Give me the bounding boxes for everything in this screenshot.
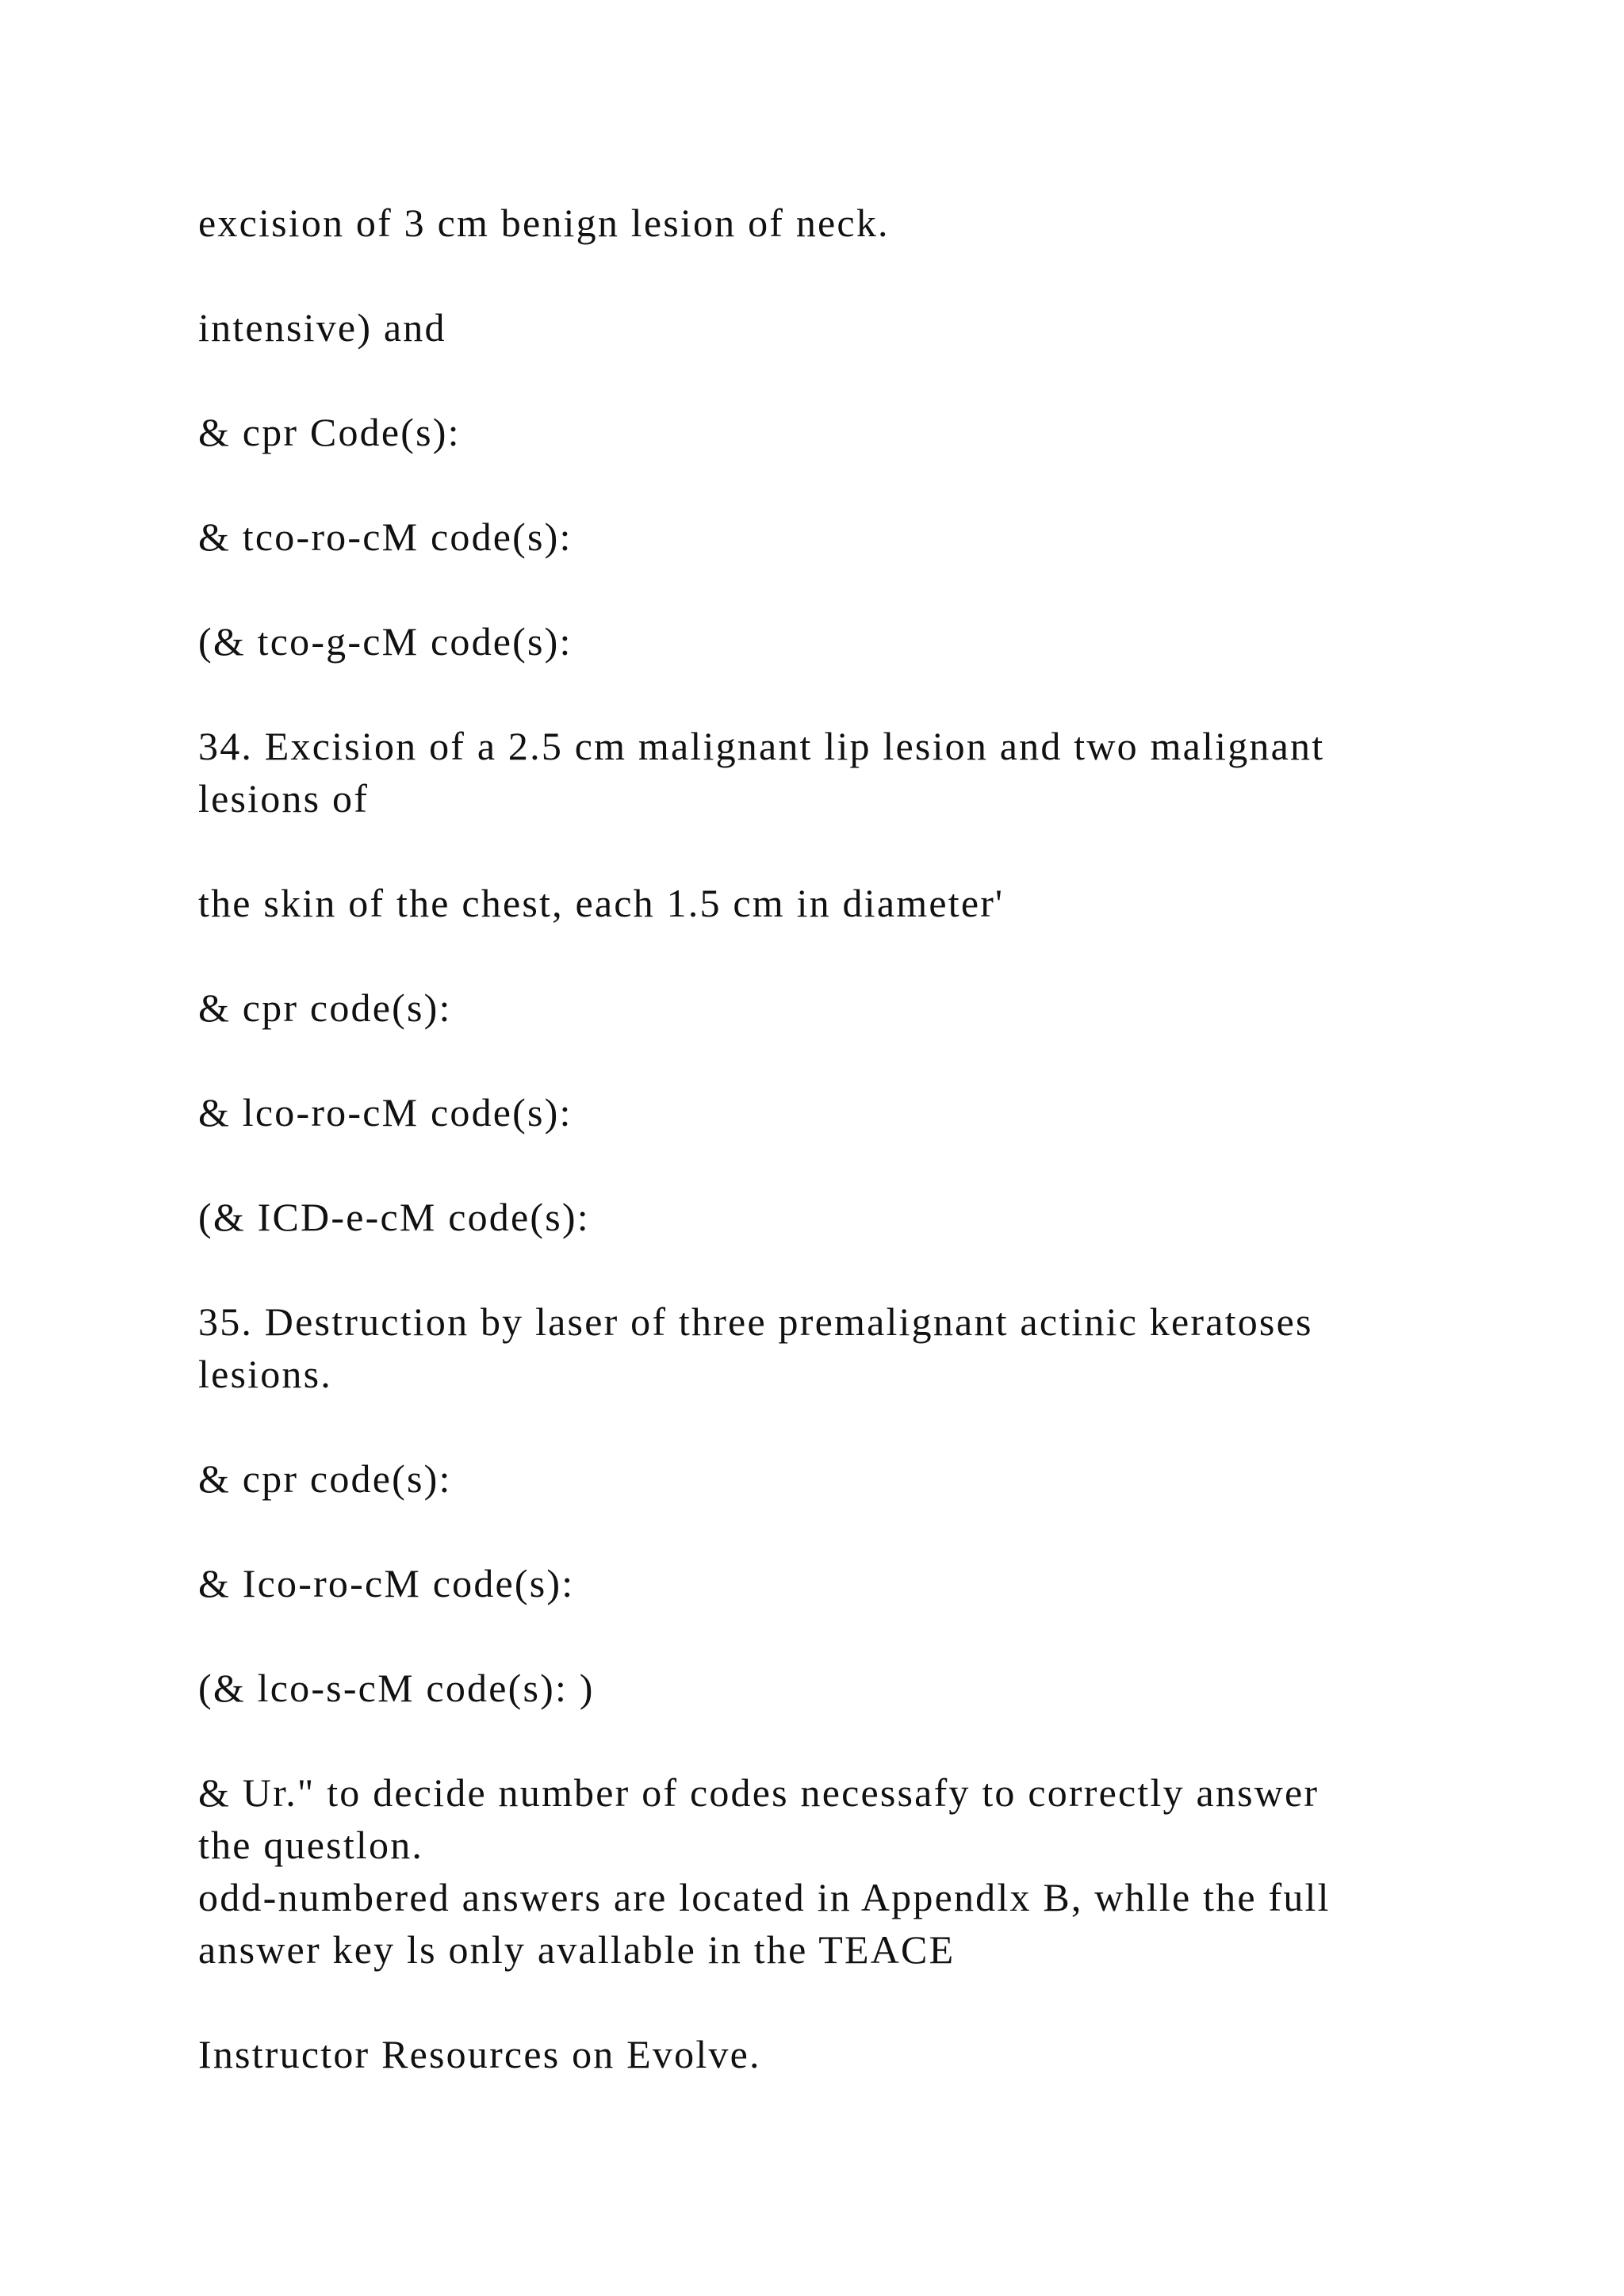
question-34-line-1: 34. Excision of a 2.5 cm malignant lip lesion and two malignant (198, 724, 1325, 768)
note-line: odd-numbered answers are located in Appendlx B, whlle the full (198, 1875, 1331, 1919)
note-line: Instructor Resources on Evolve. (198, 2032, 761, 2076)
text-line: & Ico-ro-cM code(s): (198, 1561, 575, 1605)
note-line: answer key ls only avallable in the TEACE (198, 1927, 956, 1972)
text-line: & cpr Code(s): (198, 410, 461, 454)
text-line: & tco-ro-cM code(s): (198, 515, 573, 559)
text-line: & cpr code(s): (198, 985, 452, 1030)
text-line: (& ICD-e-cM code(s): (198, 1195, 590, 1239)
text-line: & cpr code(s): (198, 1456, 452, 1501)
question-35-line-2: lesions. (198, 1352, 332, 1396)
text-line: & lco-ro-cM code(s): (198, 1090, 573, 1135)
question-34-line-2: lesions of (198, 776, 370, 821)
text-line: excision of 3 cm benign lesion of neck. (198, 201, 890, 245)
text-line: (& tco-g-cM code(s): (198, 619, 573, 664)
text-line: (& lco-s-cM code(s): ) (198, 1666, 595, 1710)
note-line: the questlon. (198, 1823, 424, 1867)
text-line: intensive) and (198, 305, 446, 350)
note-line: & Ur." to decide number of codes necessafy to correctly answer (198, 1770, 1320, 1815)
question-34-line-3: the skin of the chest, each 1.5 cm in diameter' (198, 881, 1005, 925)
question-35-line-1: 35. Destruction by laser of three premalignant actinic keratoses (198, 1299, 1313, 1344)
